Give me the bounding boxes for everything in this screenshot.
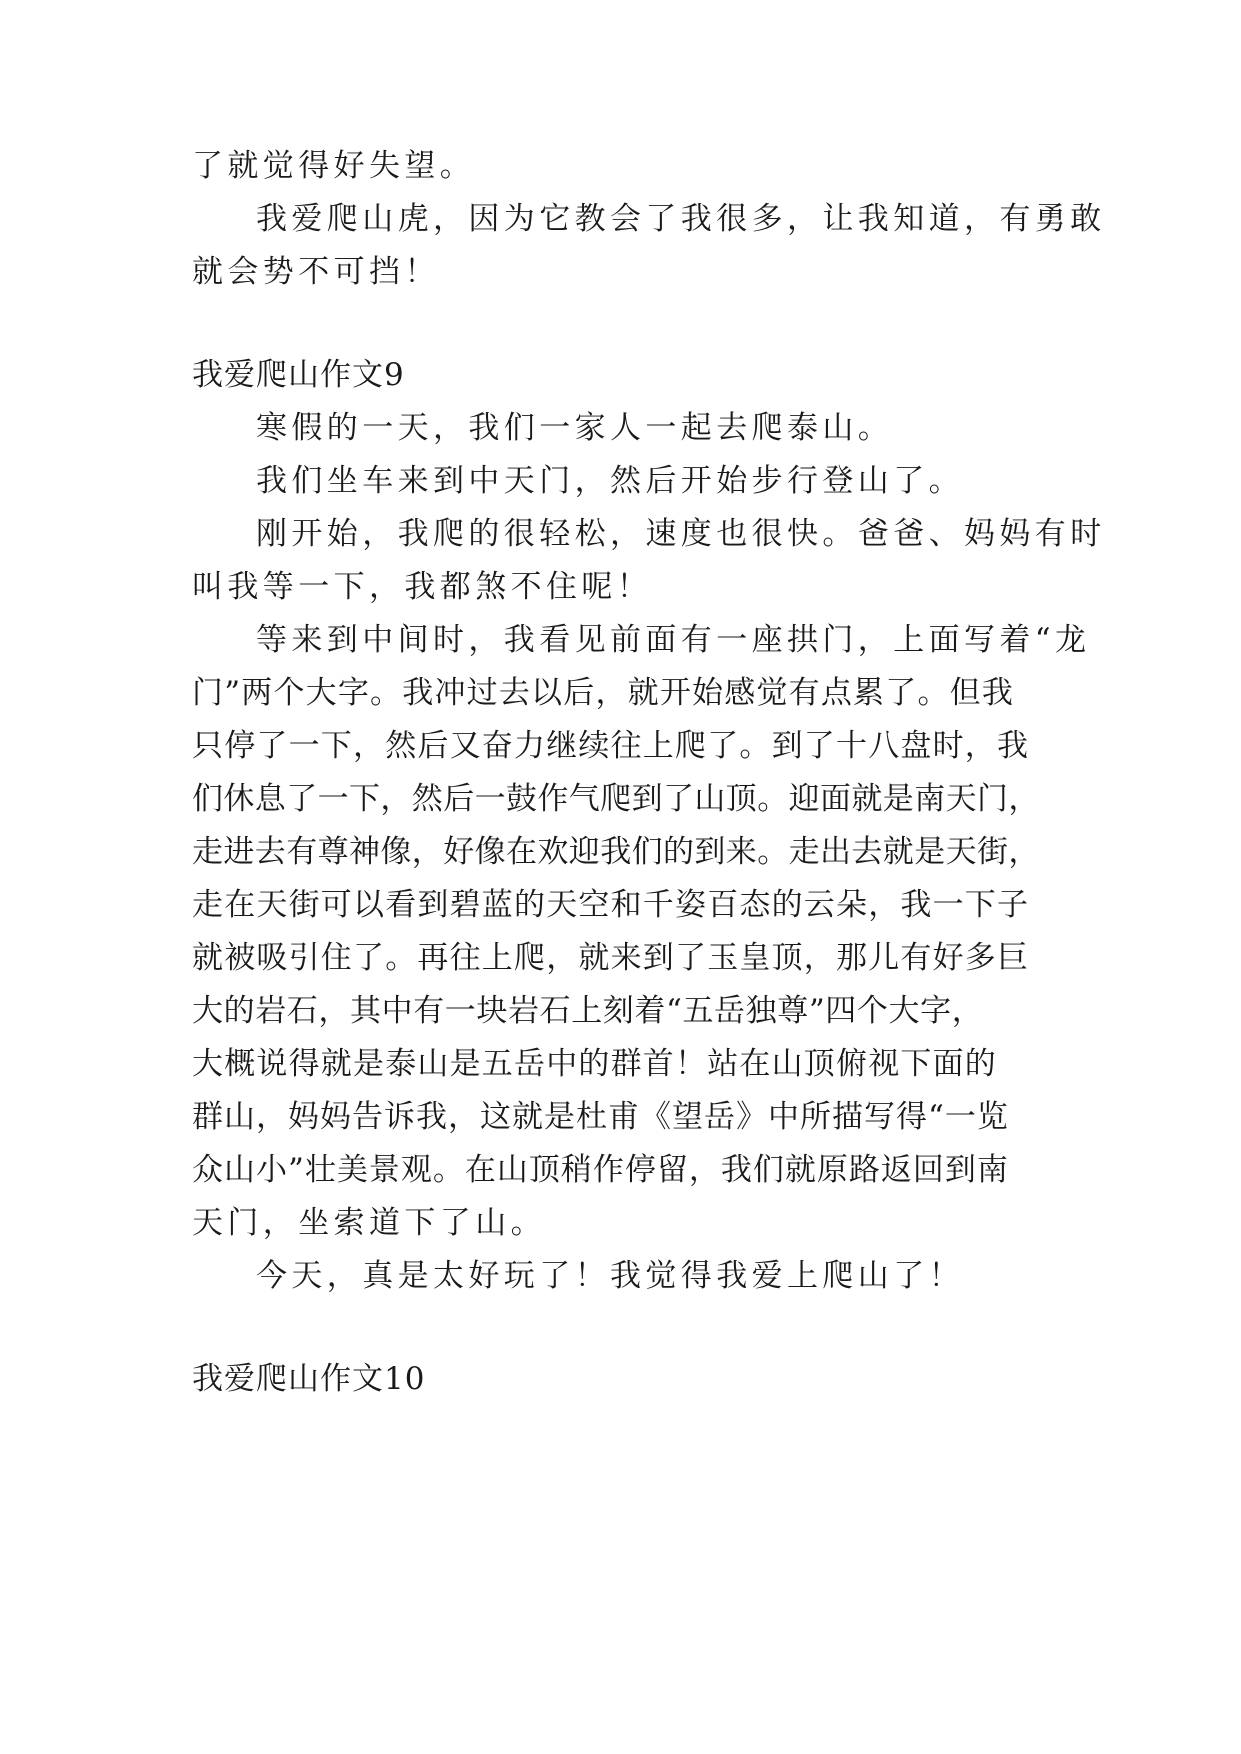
paragraph-line: 我们坐车来到中天门，然后开始步行登山了。 xyxy=(256,463,964,499)
paragraph-line: 群山，妈妈告诉我，这就是杜甫《望岳》中所描写得“一览 xyxy=(192,1099,1009,1135)
paragraph-line: 了就觉得好失望。 xyxy=(192,148,476,184)
paragraph-line: 等来到中间时，我看见前面有一座拱门，上面写着“龙 xyxy=(256,622,1091,658)
paragraph-line: 叫我等一下，我都煞不住呢！ xyxy=(192,569,653,605)
paragraph-line: 只停了一下，然后又奋力继续往上爬了。到了十八盘时，我 xyxy=(192,728,1030,764)
section-heading: 我爱爬山作文9 xyxy=(192,357,405,393)
paragraph-line: 走进去有尊神像，好像在欢迎我们的到来。走出去就是天街， xyxy=(192,834,1040,870)
paragraph-line: 寒假的一天，我们一家人一起去爬泰山。 xyxy=(256,410,894,446)
paragraph-line: 走在天街可以看到碧蓝的天空和千姿百态的云朵，我一下子 xyxy=(192,887,1030,923)
paragraph-line: 天门，坐索道下了山。 xyxy=(192,1205,546,1241)
paragraph-line: 大概说得就是泰山是五岳中的群首！站在山顶俯视下面的 xyxy=(192,1046,997,1082)
paragraph-line: 就会势不可挡！ xyxy=(192,254,440,290)
paragraph-line: 大的岩石，其中有一块岩石上刻着“五岳独尊”四个大字， xyxy=(192,993,984,1029)
paragraph-line: 就被吸引住了。再往上爬，就来到了玉皇顶，那儿有好多巨 xyxy=(192,940,1030,976)
paragraph-line: 今天，真是太好玩了！我觉得我爱上爬山了！ xyxy=(256,1258,964,1294)
paragraph-line: 刚开始，我爬的很轻松，速度也很快。爸爸、妈妈有时 xyxy=(256,516,1106,552)
paragraph-line: 们休息了一下，然后一鼓作气爬到了山顶。迎面就是南天门， xyxy=(192,781,1040,817)
paragraph-line: 门”两个大字。我冲过去以后，就开始感觉有点累了。但我 xyxy=(192,675,1015,711)
paragraph-line: 我爱爬山虎，因为它教会了我很多，让我知道，有勇敢 xyxy=(256,201,1106,237)
paragraph-line: 众山小”壮美景观。在山顶稍作停留，我们就原路返回到南 xyxy=(192,1152,1009,1188)
section-heading: 我爱爬山作文10 xyxy=(192,1361,426,1397)
